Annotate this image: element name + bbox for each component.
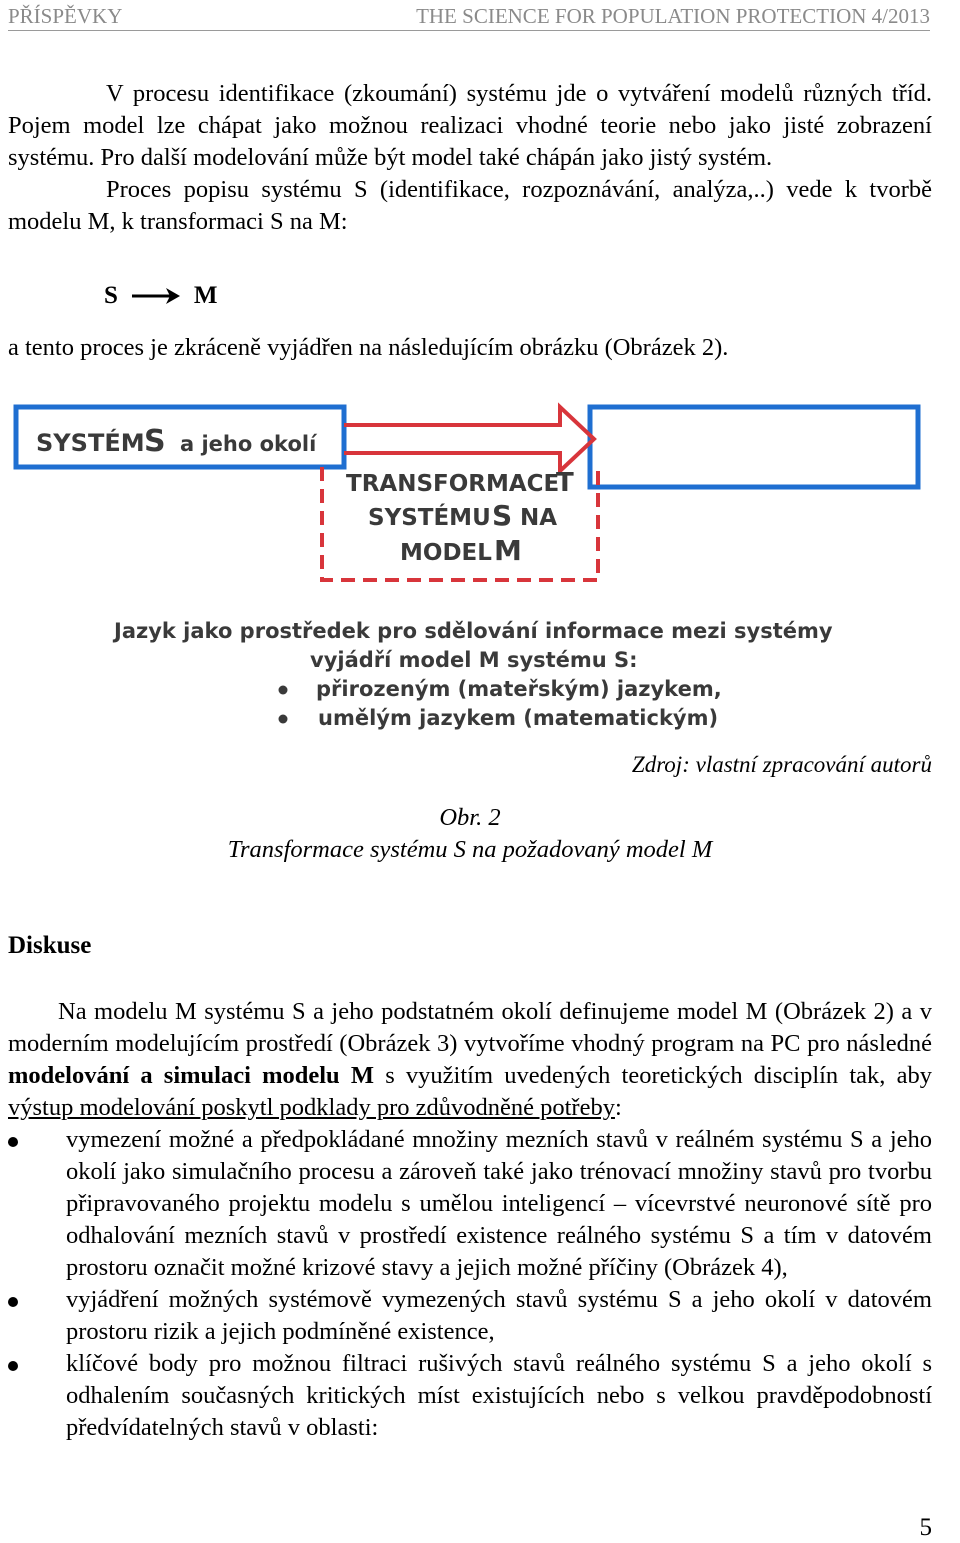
section-title-discussion: Diskuse [8, 932, 92, 959]
intro-text [8, 78, 932, 238]
language-line-1: Jazyk jako prostředek pro sdělování informace mezi systémy [114, 619, 833, 643]
formula-left: S [104, 282, 118, 309]
discussion-lead-part1: Na modelu M systému S a jeho podstatném okolí definujeme model M (Obrázek 2) a v moderním modelujícím prostředí (Obrázek 3) vytvoříme vhodný program na PC pro následné [8, 998, 932, 1057]
discussion-bullets [8, 1124, 932, 1444]
figure-caption-number: Obr. 2 [439, 804, 501, 831]
intro-paragraph-3: a tento proces je zkráceně vyjádřen na následujícím obrázku (Obrázek 2). [8, 334, 729, 361]
language-line-2: vyjádří model M systému S: [310, 648, 638, 672]
language-bullet-1: přirozeným (mateřským) jazykem, [316, 677, 722, 701]
transform-line2-suffix: NA [520, 505, 558, 531]
transform-line2-word: SYSTÉMU [368, 505, 491, 531]
bullet-icon [8, 1361, 18, 1371]
transform-line3-word: MODEL [400, 540, 492, 566]
transform-line3-letter: M [494, 534, 522, 567]
transform-line1-letter: T [556, 468, 574, 498]
list-item [8, 1124, 932, 1284]
formula-s-to-m [104, 282, 218, 310]
transform-line2-letter: S [492, 499, 513, 532]
bullet-icon [279, 715, 288, 724]
discussion-lead [8, 996, 932, 1124]
bullet-icon [8, 1137, 18, 1147]
intro-paragraph-2: Proces popisu systému S (identifikace, rozpoznávání, analýza,..) vede k tvorbě modelu M, k transformaci S na M: [8, 176, 932, 235]
arrow-right-icon [130, 286, 182, 306]
discussion-lead-part2: s využitím uvedených teoretických disciplín tak, aby [374, 1062, 932, 1089]
header-journal: THE SCIENCE FOR POPULATION PROTECTION 4/2013 [416, 4, 930, 28]
bullet-icon [8, 1297, 18, 1307]
language-bullet-2: umělým jazykem (matematickým) [318, 706, 719, 730]
figure-caption-text: Transformace systému S na požadovaný model M [227, 836, 713, 863]
list-item-text: vyjádření možných systémově vymezených stavů systému S a jeho okolí v datovém prostoru rizik a jejich podmíněné existence, [66, 1286, 932, 1345]
model-box [590, 407, 918, 487]
transform-arrow-icon [344, 407, 594, 471]
discussion-lead-underline: výstup modelování poskytl podklady pro zdůvodněné potřeby [8, 1094, 615, 1121]
list-item-text: klíčové body pro možnou filtraci rušivých stavů reálného systému S a jeho okolí s odhalením současných kritických míst existujících nebo s velkou pravděpodobností předvídatelných stavů v oblasti: [66, 1350, 932, 1441]
formula-right: M [193, 282, 218, 309]
header-section: PŘÍSPĚVKY [8, 4, 123, 28]
list-item [8, 1284, 932, 1348]
discussion-text [8, 996, 932, 1444]
list-item-text: vymezení možné a předpokládané množiny mezních stavů v reálném systému S a jeho okolí jako simulačního procesu a zároveň také jako trénovací množiny stavů pro tvorbu připravovaného projektu modelu s umělou inteligencí – vícevrstvé neuronové sítě pro odhalování mezních stavů v prostředí existence reálného systému S a tím v datovém prostoru označit možné krizové stavy a jejich možné příčiny (Obrázek 4), [66, 1126, 932, 1281]
figure-2-diagram [0, 395, 960, 745]
discussion-lead-bold: modelování a simulaci modelu M [8, 1062, 374, 1089]
discussion-lead-end: : [614, 1094, 622, 1121]
running-header [8, 4, 930, 31]
intro-paragraph-1: V procesu identifikace (zkoumání) systému jde o vytváření modelů různých tříd. Pojem model lze chápat jako možnou realizaci vhodné teorie nebo jako jisté zobrazení systému. Pro další modelování může být model také chápán jako jistý systém. [8, 80, 932, 171]
list-item [8, 1348, 932, 1444]
system-box-suffix: a jeho okolí [180, 432, 317, 456]
transform-line1-word: TRANSFORMACE [346, 471, 560, 497]
system-box-letter: S [144, 424, 166, 459]
figure-source: Zdroj: vlastní zpracování autorů [631, 752, 932, 777]
bullet-icon [279, 686, 288, 695]
page-number: 5 [919, 1514, 932, 1541]
system-box-prefix: SYSTÉM [36, 429, 145, 457]
